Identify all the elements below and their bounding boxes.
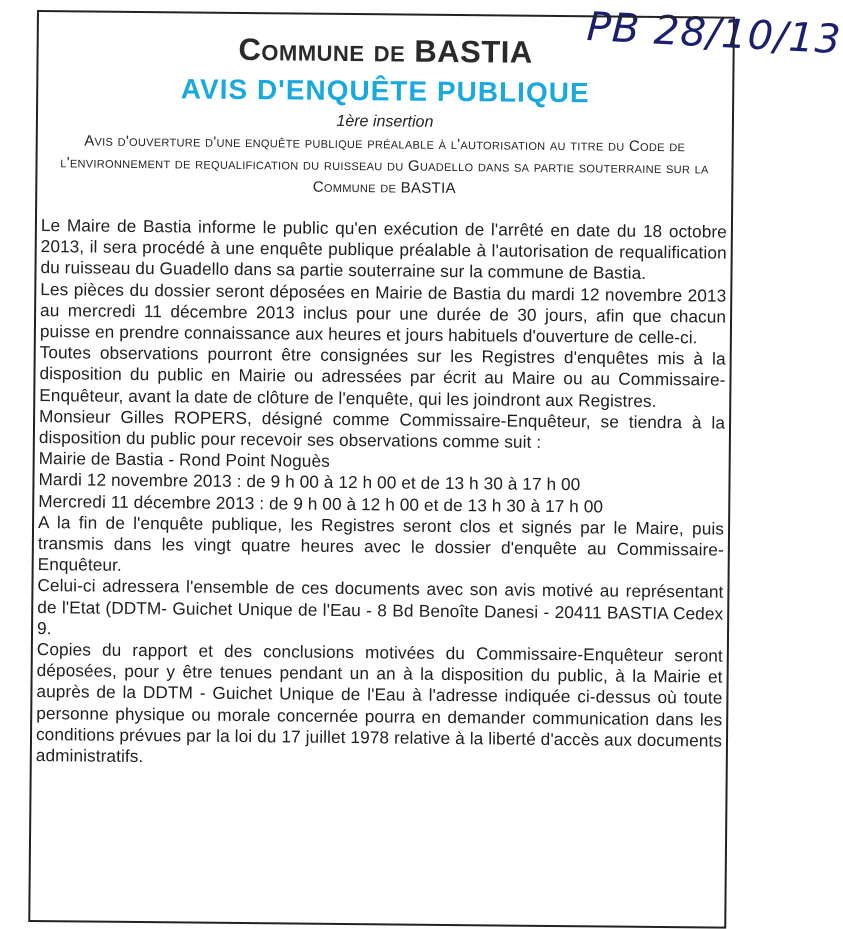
schedule-day-1: Mardi 12 novembre 2013 : de 9 h 00 à 12 h 00 et de 13 h 30 à 17 h 00 — [38, 469, 581, 495]
paragraph-commissaire: Monsieur Gilles ROPERS, désigné comme Commissaire-Enquêteur, se tiendra à la disposition du public pour recevoir ses observations comme suit : — [38, 405, 726, 452]
notice-frame — [28, 10, 735, 929]
paragraph-intro: Le Maire de Bastia informe le public qu'en exécution de l'arrêté en date du 18 octobre 2013, il sera procédé à une enquête publique préalable à l'autorisation de requalification du ruisseau du Guadello dans sa partie souterraine sur la commune de Bastia. — [40, 215, 728, 284]
paragraph-observations: Toutes observations pourront être consignées sur les Registres d'enquêtes mis à la disposition du public en Mairie ou adressées par écrit au Maire ou au Commissaire-Enquêteur, avant la date de clôture de l'enquête, qui les joindront aux Registres. — [39, 342, 726, 411]
notice-subtitle: AVIS D'ENQUÊTE PUBLIQUE — [180, 73, 590, 109]
notice-summary: Avis d'ouverture d'une enquête publique préalable à l'autorisation au titre du Code de l'environnement de requalification du ruisseau du Guadello dans sa partie souterraine sur la Commune de BASTIA — [60, 132, 709, 198]
paragraph-copies: Copies du rapport et des conclusions motivées du Commissaire-Enquêteur seront déposées, pour y être tenues pendant un an à la disposition du public, à la Mairie et auprès de la DDTM - Guichet Unique de l'Eau à l'adresse indiquée ci-dessus où toute personne physique ou morale concernée pourra en demander communication dans les conditions prévues par la loi du 17 juillet 1978 relative à la liberté d'accès aux documents administratifs. — [35, 639, 723, 767]
notice-title: Commune de BASTIA — [238, 31, 533, 70]
paragraph-transmission: Celui-ci adressera l'ensemble de ces documents avec son avis motivé au représentant de l'Etat (DDTM- Guichet Unique de l'Eau - 8 Bd Benoîte Danesi - 20411 BASTIA Cedex 9. — [36, 575, 724, 639]
paragraph-dossier: Les pièces du dossier seront déposées en Mairie de Bastia du mardi 12 novembre 2013 au mercredi 11 décembre 2013 inclus pour une durée de 30 jours, afin que chacun puisse en prendre connaissance aux heures et jours habituels d'ouverture de celle-ci. — [39, 278, 727, 348]
paragraph-cloture: A la fin de l'enquête publique, les Registres seront clos et signés par le Maire, puis transmis dans les vingt quatre heures avec le dossier d'enquête au Commissaire-Enquêteur. — [37, 511, 725, 576]
schedule-day-2: Mercredi 11 décembre 2013 : de 9 h 00 à 12 h 00 et de 13 h 30 à 17 h 00 — [38, 490, 604, 517]
insertion-label: 1ère insertion — [336, 112, 434, 131]
handwritten-annotation: PB 28/10/13 — [585, 4, 843, 64]
schedule-location: Mairie de Bastia - Rond Point Noguès — [38, 448, 330, 472]
notice-body — [36, 215, 727, 773]
